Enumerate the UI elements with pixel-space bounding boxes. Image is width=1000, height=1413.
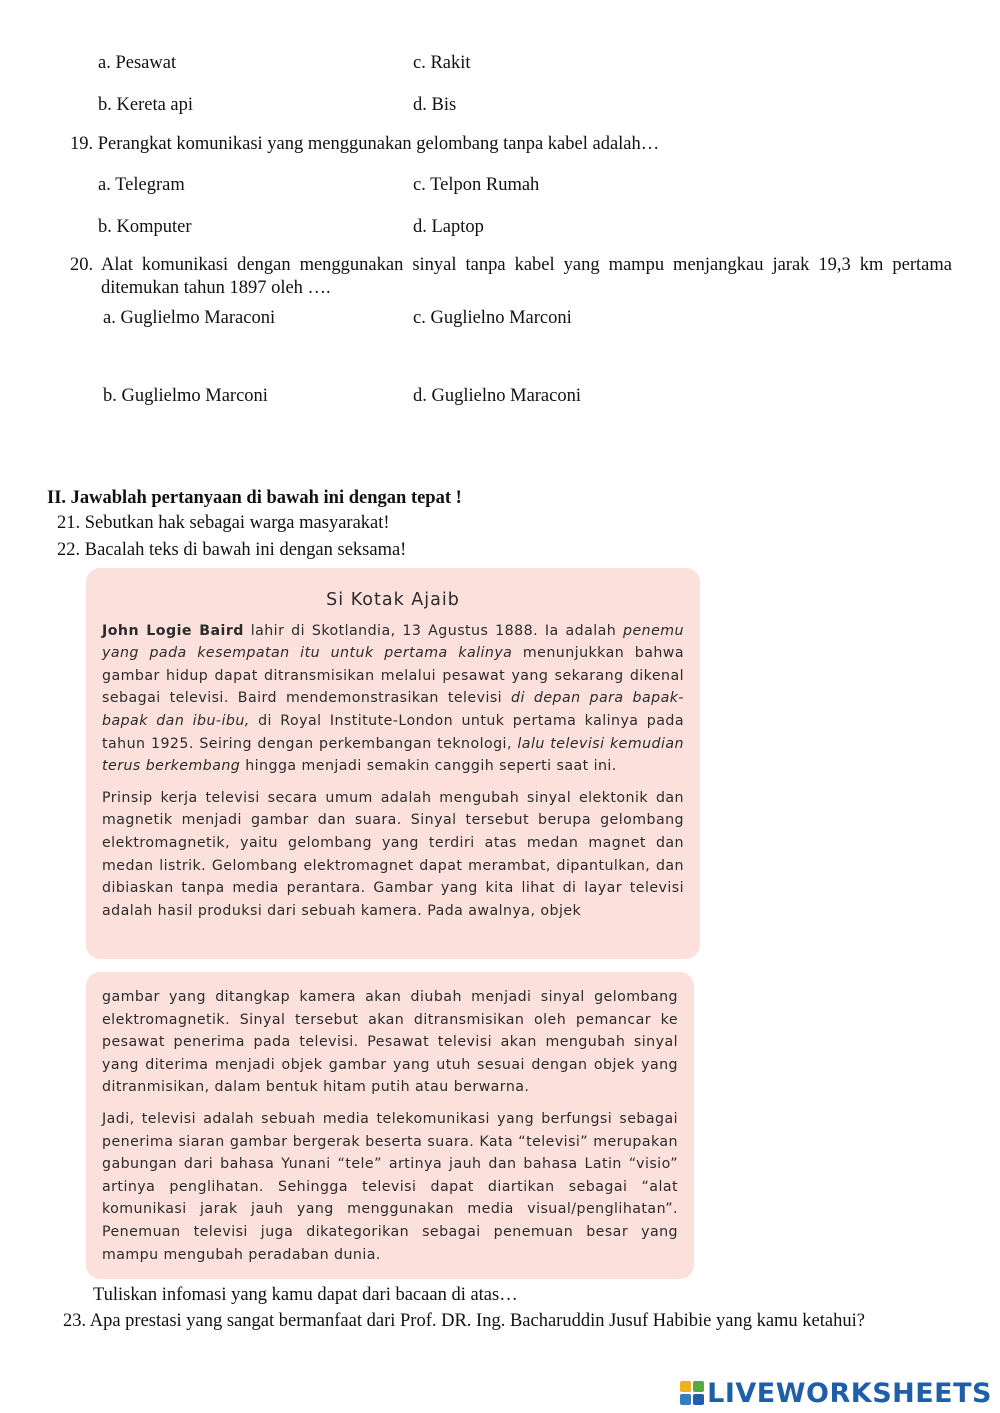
reading-box-1 bbox=[86, 568, 700, 959]
q20-question-block bbox=[70, 254, 952, 300]
q20-option-d: d. Guglielno Maraconi bbox=[413, 386, 581, 406]
q22-question: 22. Bacalah teks di bawah ini dengan seksama! bbox=[57, 540, 407, 560]
q20-option-c: c. Guglielno Marconi bbox=[413, 308, 572, 328]
q22-instruction: Tuliskan infomasi yang kamu dapat dari bacaan di atas… bbox=[93, 1285, 518, 1305]
reading-title: Si Kotak Ajaib bbox=[326, 590, 460, 610]
q19-option-c: c. Telpon Rumah bbox=[413, 175, 540, 195]
liveworksheets-logo bbox=[680, 1375, 992, 1411]
q18-option-d: d. Bis bbox=[413, 95, 457, 115]
reading-paragraph-4: Jadi, televisi adalah sebuah media telekomunikasi yang berfungsi sebagai penerima siaran gambar bergerak beserta suara. Kata “televisi” merupakan gabungan dari bahasa Yunani “tele” artinya jauh dan bahasa Latin “visio” artinya penglihatan. Sehingga televisi dapat diartikan sebagai “alat komunikasi jarak jauh yang menggunakan media visual/penglihatan”. Penemuan televisi juga dikategorikan sebagai penemuan besar yang mampu mengubah peradaban dunia. bbox=[102, 1110, 678, 1263]
reading-paragraph-2: Prinsip kerja televisi secara umum adalah mengubah sinyal elektonik dan magnetik menjadi gambar dan suara. Sinyal tersebut berupa gelombang elektromagnetik, yaitu gelombang yang terdiri atas medan magnet dan medan listrik. Gelombang elektromagnet dapat merambat, dipantulkan, dan dibiaskan tanpa media perantara. Gambar yang kita lihat di layar televisi adalah hasil produksi dari sebuah kamera. Pada awalnya, objek bbox=[102, 789, 684, 919]
reading-box-2 bbox=[86, 972, 694, 1279]
section-2-heading: II. Jawablah pertanyaan di bawah ini dengan tepat ! bbox=[47, 488, 462, 508]
q19-question: 19. Perangkat komunikasi yang menggunakan gelombang tanpa kabel adalah… bbox=[70, 134, 660, 154]
q18-option-b: b. Kereta api bbox=[98, 95, 194, 115]
q21-question: 21. Sebutkan hak sebagai warga masyarakat! bbox=[57, 513, 390, 533]
q19-option-b: b. Komputer bbox=[98, 217, 192, 237]
inventor-name: John Logie Baird bbox=[102, 622, 244, 639]
q20-number: 20. bbox=[70, 255, 94, 275]
reading-paragraph-1: John Logie Baird lahir di Skotlandia, 13 Agustus 1888. Ia adalah penemu yang pada kesempatan itu untuk pertama kalinya menunjukkan bahwa gambar hidup dapat ditransmisikan melalui pesawat yang sekarang dikenal sebagai televisi. Baird mendemonstrasikan televisi di depan para bapak-bapak dan ibu-ibu, di Royal Institute-London untuk pertama kalinya pada tahun 1925. Seiring dengan perkembangan teknologi, lalu televisi kemudian terus berkembang hingga menjadi semakin canggih seperti saat ini. bbox=[102, 622, 685, 775]
q19-option-a: a. Telegram bbox=[98, 175, 185, 195]
q18-option-a: a. Pesawat bbox=[98, 53, 177, 73]
logo-text: LIVEWORKSHEETS bbox=[707, 1377, 992, 1409]
q19-option-d: d. Laptop bbox=[413, 217, 484, 237]
reading-paragraph-3: gambar yang ditangkap kamera akan diubah menjadi sinyal gelombang elektromagnetik. Sinyal tersebut akan ditransmisikan oleh pemancar ke pesawat penerima pada televisi. Pesawat televisi akan mengubah sinyal yang diterima menjadi objek gambar yang utuh sesuai dengan objek yang ditranmisikan, dalam bentuk hitam putih atau berwarna. bbox=[102, 989, 678, 1096]
q23-question: 23. Apa prestasi yang sangat bermanfaat dari Prof. DR. Ing. Bacharuddin Jusuf Habibie yang kamu ketahui? bbox=[63, 1311, 865, 1331]
liveworksheets-logo-icon bbox=[680, 1381, 704, 1405]
q20-option-a: a. Guglielmo Maraconi bbox=[103, 308, 276, 328]
q20-option-b: b. Guglielmo Marconi bbox=[103, 386, 268, 406]
q18-option-c: c. Rakit bbox=[413, 53, 471, 73]
q20-question: Alat komunikasi dengan menggunakan sinyal tanpa kabel yang mampu menjangkau jarak 19,3 km pertama ditemukan tahun 1897 oleh …. bbox=[101, 255, 952, 298]
